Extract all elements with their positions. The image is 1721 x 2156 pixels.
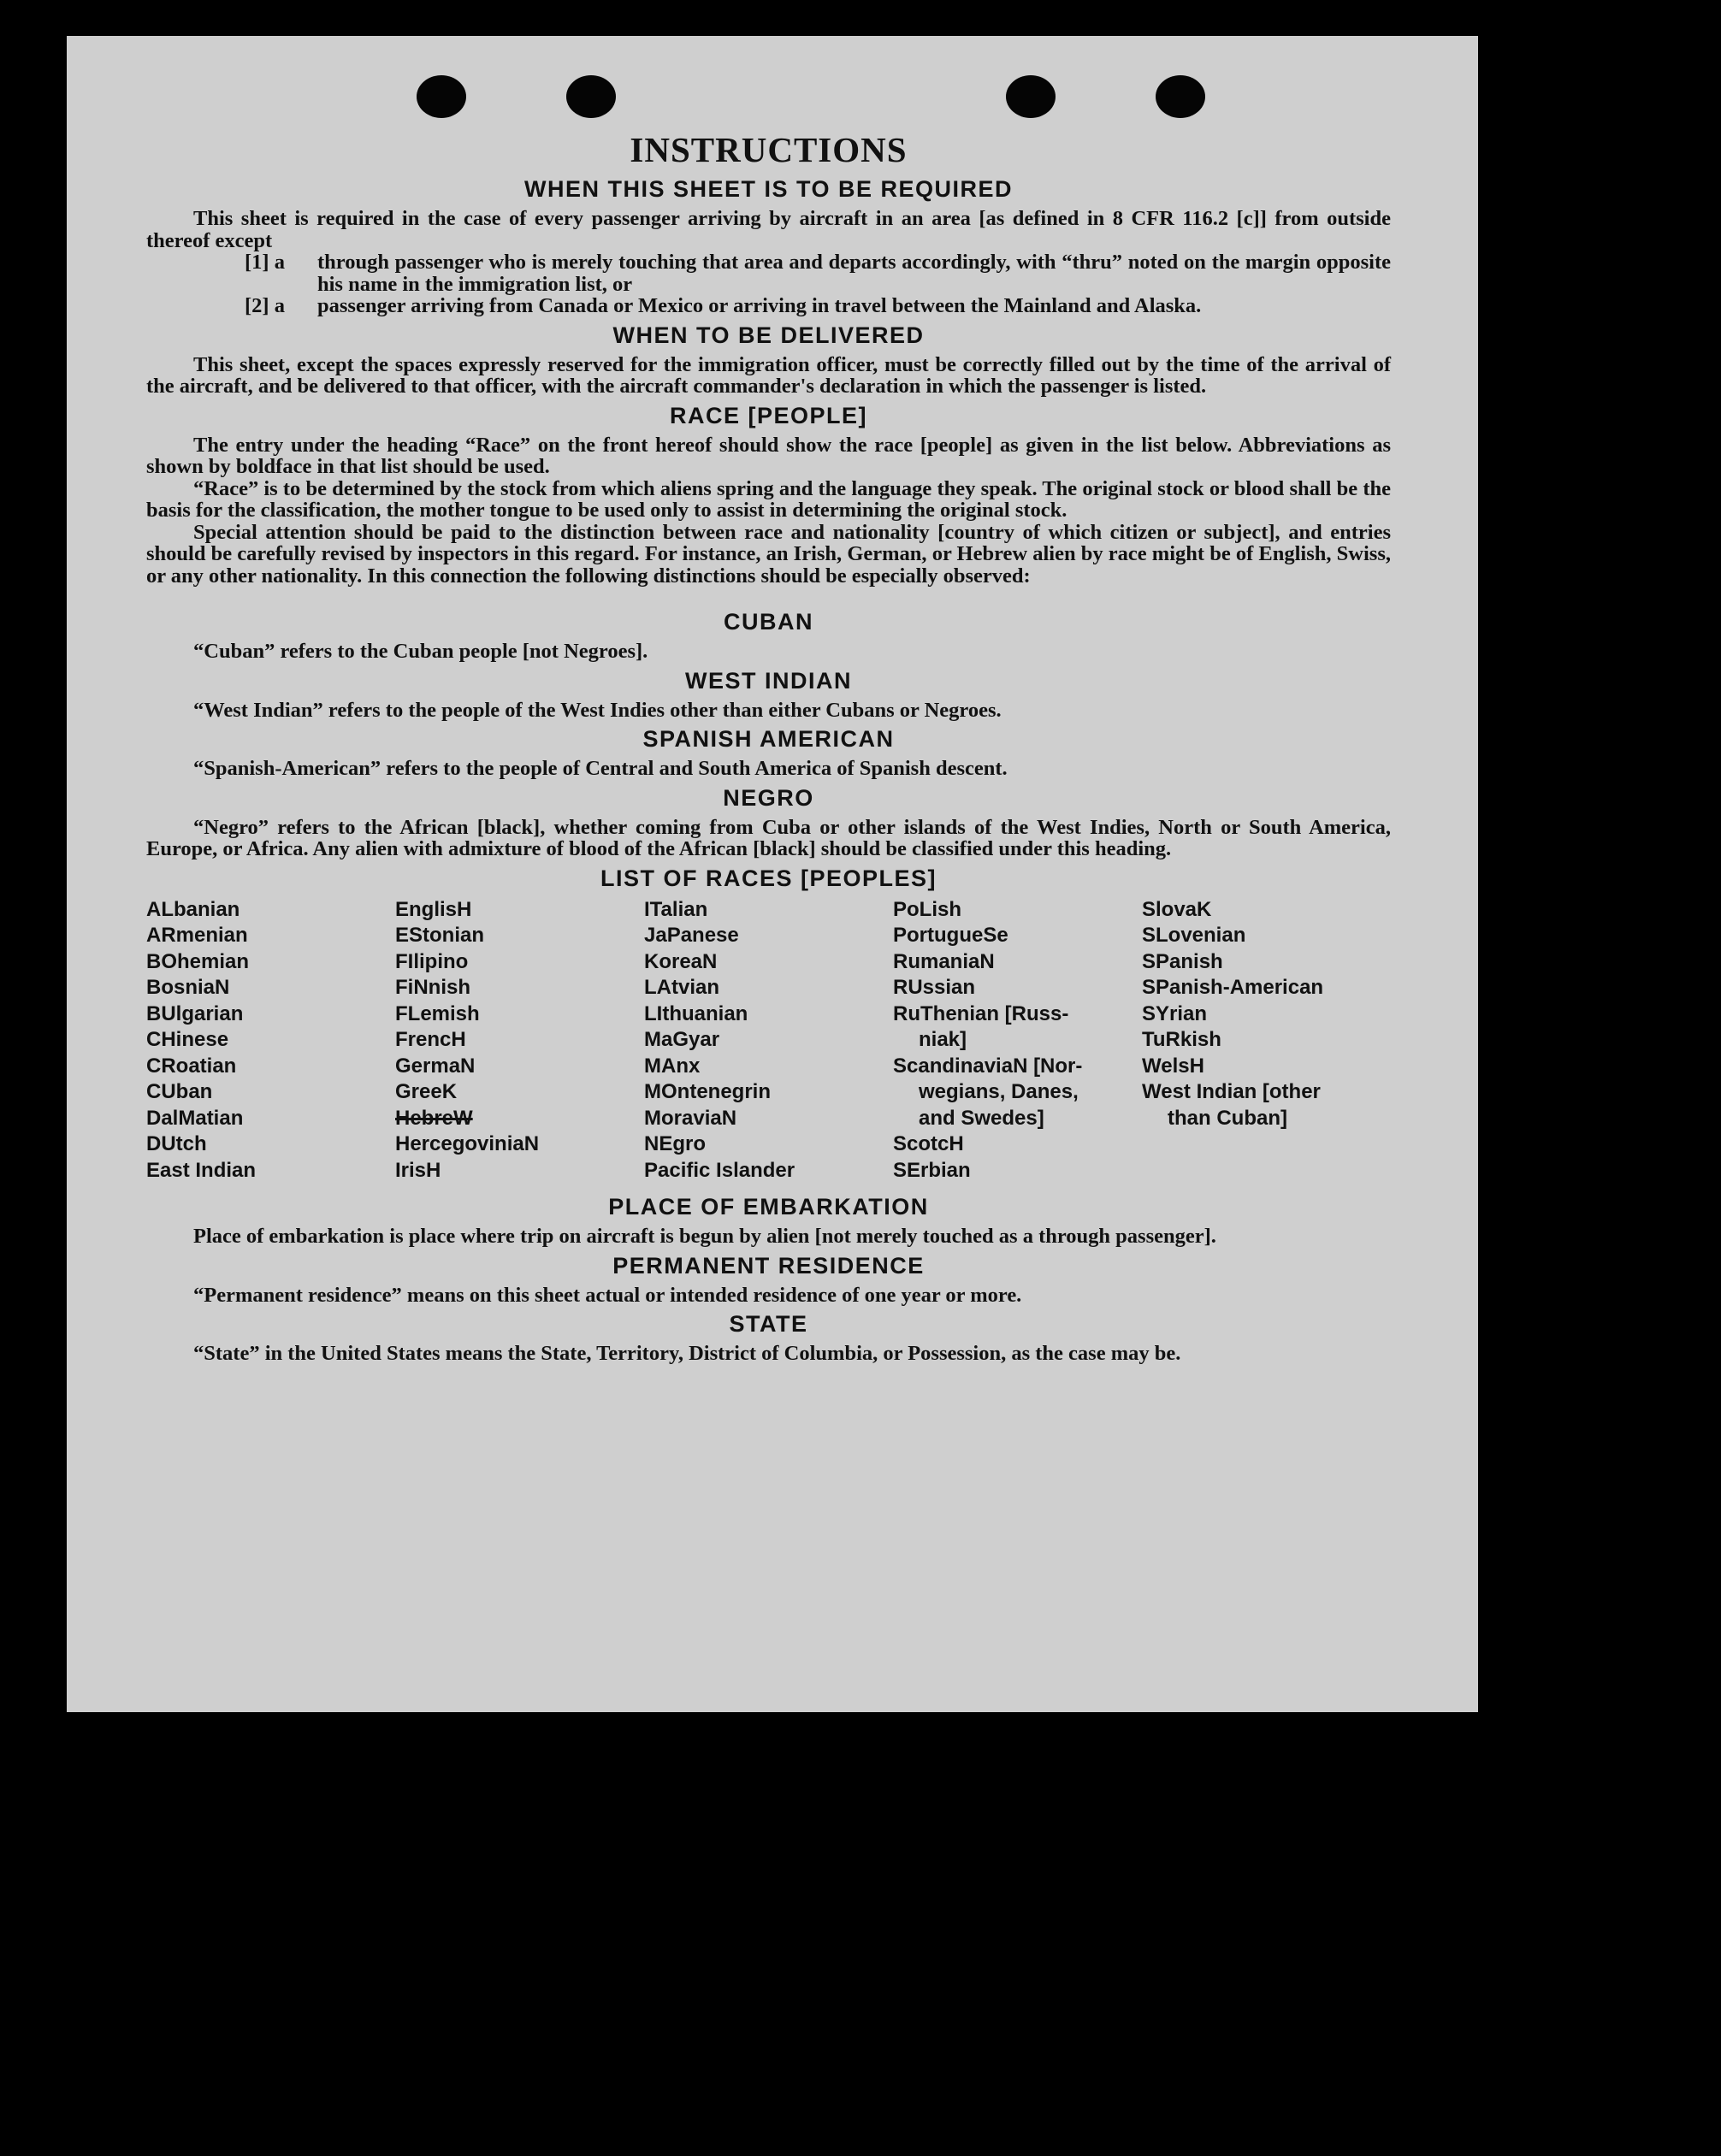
race-entry: ScandinaviaN [Nor- (893, 1054, 1083, 1078)
race-entry: and Swedes] (919, 1106, 1044, 1130)
race-entry: HebreW (395, 1106, 473, 1130)
race-column (893, 897, 1142, 1184)
race-column (1142, 897, 1391, 1184)
race-entry: MaGyar (644, 1028, 720, 1051)
section-heading: SPANISH AMERICAN (642, 726, 895, 752)
race-entry: SErbian (893, 1158, 971, 1182)
race-entry: ARmenian (146, 924, 248, 947)
race-entry: CUban (146, 1080, 213, 1103)
race-entry: PortugueSe (893, 924, 1008, 947)
race-entry: SYrian (1142, 1001, 1208, 1025)
race-entry: niak] (919, 1028, 967, 1051)
paragraph: “Cuban” refers to the Cuban people [not Negroes]. (193, 640, 648, 663)
race-entry: DUtch (146, 1132, 207, 1155)
section-heading: WEST INDIAN (685, 667, 852, 694)
race-entry: FrencH (395, 1028, 466, 1051)
race-entry: DalMatian (146, 1106, 244, 1130)
paragraph: “Spanish-American” refers to the people of Central and South America of Spanish descent. (193, 757, 1008, 780)
race-entry: BUlgarian (146, 1001, 244, 1025)
race-entry: MoraviaN (644, 1106, 737, 1130)
punch-hole (1156, 75, 1205, 118)
race-entry: PoLish (893, 897, 962, 921)
punch-hole (1006, 75, 1056, 118)
section-heading: WHEN TO BE DELIVERED (612, 322, 925, 348)
race-entry: ITalian (644, 897, 708, 921)
race-column (644, 897, 893, 1184)
race-entry: West Indian [other (1142, 1080, 1321, 1103)
race-entry: MOntenegrin (644, 1080, 771, 1103)
race-entry: RumaniaN (893, 949, 995, 973)
paragraph: “Permanent residence” means on this sheet actual or intended residence of one year or more. (193, 1283, 1022, 1307)
list-item (245, 251, 1391, 295)
item-text: passenger arriving from Canada or Mexico or arriving in travel between the Mainland and Alaska. (317, 294, 1202, 317)
list-item (245, 295, 1391, 317)
race-entry: FLemish (395, 1001, 480, 1025)
race-entry: LIthuanian (644, 1001, 748, 1025)
race-entry: GermaN (395, 1054, 476, 1078)
section-heading: CUBAN (724, 609, 813, 635)
race-entry: CRoatian (146, 1054, 237, 1078)
race-entry: BOhemian (146, 949, 250, 973)
race-entry: HercegoviniaN (395, 1132, 540, 1155)
race-entry: CHinese (146, 1028, 229, 1051)
paragraph: “Negro” refers to the African [black], whether coming from Cuba or other islands of the West Indies, North or South America, Europe, or Africa. Any alien with admixture of blood of the African [black] should be classified under this heading. (146, 815, 1391, 860)
section-heading: LIST OF RACES [PEOPLES] (600, 865, 937, 891)
section-heading: STATE (729, 1311, 808, 1337)
race-entry: BosniaN (146, 976, 230, 999)
item-number: [1] a (245, 251, 285, 274)
race-entry: IrisH (395, 1158, 441, 1182)
race-entry: SPanish (1142, 949, 1223, 973)
race-column (395, 897, 644, 1184)
paragraph: Place of embarkation is place where trip on aircraft is begun by alien [not merely touched as a through passenger]. (193, 1225, 1216, 1248)
race-entry: MAnx (644, 1054, 701, 1078)
instructions-content (146, 128, 1391, 1365)
paragraph: “State” in the United States means the State, Territory, District of Columbia, or Possession, as the case may be. (193, 1342, 1181, 1365)
race-entry: wegians, Danes, (919, 1080, 1079, 1103)
race-entry: Pacific Islander (644, 1158, 795, 1182)
section-heading: WHEN THIS SHEET IS TO BE REQUIRED (523, 176, 1014, 202)
race-entry: East Indian (146, 1158, 257, 1182)
document-sheet (67, 36, 1478, 1712)
paragraph: The entry under the heading “Race” on the front hereof should show the race [people] as given in the list below. Abbreviations as shown by boldface in that list should be used. (146, 433, 1391, 478)
page-title: INSTRUCTIONS (630, 130, 908, 169)
race-entry: SLovenian (1142, 924, 1246, 947)
race-entry: ALbanian (146, 897, 240, 921)
paragraph: “West Indian” refers to the people of the West Indies other than either Cubans or Negroes. (193, 698, 1002, 722)
race-entry: than Cuban] (1168, 1106, 1287, 1130)
paragraph: “Race” is to be determined by the stock from which aliens spring and the language they speak. The original stock or blood shall be the basis for the classification, the mother tongue to be used only to assist in determining the original stock. (146, 476, 1391, 522)
section-heading: NEGRO (723, 784, 814, 811)
race-entry: ScotcH (893, 1132, 964, 1155)
race-entry: EnglisH (395, 897, 472, 921)
race-entry: FiNnish (395, 976, 470, 999)
race-entry: SPanish-American (1142, 976, 1324, 999)
race-entry: LAtvian (644, 976, 720, 999)
race-entry: WelsH (1142, 1054, 1204, 1078)
paragraph: This sheet, except the spaces expressly reserved for the immigration officer, must be correctly filled out by the time of the arrival of the aircraft, and be delivered to that officer, with the aircraft commander's declaration in which the passenger is listed. (146, 352, 1391, 398)
section-heading: PLACE OF EMBARKATION (608, 1194, 929, 1220)
punch-hole (566, 75, 616, 118)
race-entry: TuRkish (1142, 1028, 1221, 1051)
race-entry: NEgro (644, 1132, 706, 1155)
paragraph: Special attention should be paid to the distinction between race and nationality [country of which citizen or subject], and entries should be carefully revised by inspectors in this regard. For instance, an Irish, German, or Hebrew alien by race might be of English, Swiss, or any other nationality. In this connection the following distinctions should be especially observed: (146, 520, 1391, 588)
item-number: [2] a (245, 294, 285, 317)
section-heading: PERMANENT RESIDENCE (612, 1252, 925, 1279)
race-entry: JaPanese (644, 924, 739, 947)
punch-hole (417, 75, 466, 118)
race-column (146, 897, 395, 1184)
race-entry: RUssian (893, 976, 976, 999)
race-entry: SlovaK (1142, 897, 1212, 921)
race-entry: EStonian (395, 924, 485, 947)
race-entry: KoreaN (644, 949, 718, 973)
race-entry: RuThenian [Russ- (893, 1001, 1069, 1025)
paragraph: This sheet is required in the case of every passenger arriving by aircraft in an area [as defined in 8 CFR 116.2 [c]] from outside thereof except (146, 207, 1391, 252)
race-list (146, 897, 1391, 1184)
race-entry: FIlipino (395, 949, 469, 973)
section-heading: RACE [PEOPLE] (669, 402, 868, 428)
race-entry: GreeK (395, 1080, 458, 1103)
item-text: through passenger who is merely touching that area and departs accordingly, with “thru” noted on the margin opposite his name in the immigration list, or (317, 251, 1391, 296)
